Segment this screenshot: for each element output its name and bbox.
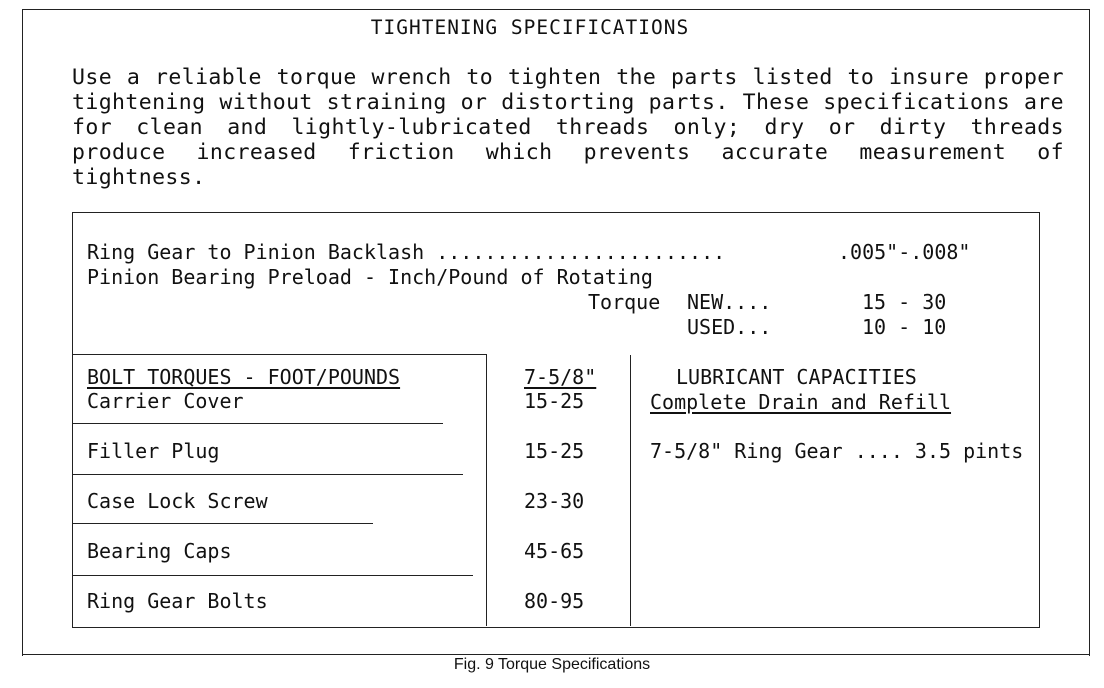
- preload-label: Pinion Bearing Preload - Inch/Pound of Rotating: [87, 265, 653, 289]
- backlash-label: Ring Gear to Pinion Backlash ........................: [87, 240, 726, 264]
- figure-caption: Fig. 9 Torque Specifications: [453, 656, 651, 673]
- preload-torque-label: Torque: [588, 290, 661, 314]
- bolt-torques-column-header: 7-5/8": [524, 365, 597, 389]
- column-divider-right: [630, 355, 631, 626]
- table-row-value: 15-25: [524, 439, 585, 463]
- page-title: TIGHTENING SPECIFICATIONS: [370, 16, 690, 39]
- table-row-value: 15-25: [524, 389, 585, 413]
- preload-new-label: NEW....: [687, 290, 772, 314]
- table-row-label: Filler Plug: [87, 439, 220, 463]
- row-separator: [73, 474, 463, 475]
- intro-paragraph: Use a reliable torque wrench to tighten the parts listed to insure proper tightening without straining or distorting parts. These specifications are for clean and lightly-lubricated threads only; dry or dirty threads produce increased friction which prevents accurate measurement of tightness.: [72, 65, 1064, 190]
- table-row-value: 45-65: [524, 539, 585, 563]
- table-row-label: Carrier Cover: [87, 389, 244, 413]
- row-separator: [73, 423, 443, 424]
- lubricant-entry: 7-5/8" Ring Gear .... 3.5 pints: [650, 439, 1024, 463]
- lubricant-subheader: Complete Drain and Refill: [650, 390, 952, 414]
- row-separator: [73, 523, 373, 524]
- table-row-value: 23-30: [524, 489, 585, 513]
- table-row-label: Case Lock Screw: [87, 489, 268, 513]
- preload-used-value: 10 - 10: [862, 315, 947, 339]
- row-separator: [73, 575, 473, 576]
- table-row-label: Ring Gear Bolts: [87, 589, 268, 613]
- section-separator: [73, 354, 487, 355]
- bolt-torques-header: BOLT TORQUES - FOOT/POUNDS: [87, 365, 401, 389]
- table-row-value: 80-95: [524, 589, 585, 613]
- frame-bottom-rule: [22, 654, 1090, 655]
- lubricant-header: LUBRICANT CAPACITIES: [676, 365, 917, 389]
- preload-used-label: USED...: [687, 315, 772, 339]
- backlash-value: .005"-.008": [838, 240, 971, 264]
- preload-new-value: 15 - 30: [862, 290, 947, 314]
- column-divider-left: [486, 355, 487, 626]
- table-row-label: Bearing Caps: [87, 539, 232, 563]
